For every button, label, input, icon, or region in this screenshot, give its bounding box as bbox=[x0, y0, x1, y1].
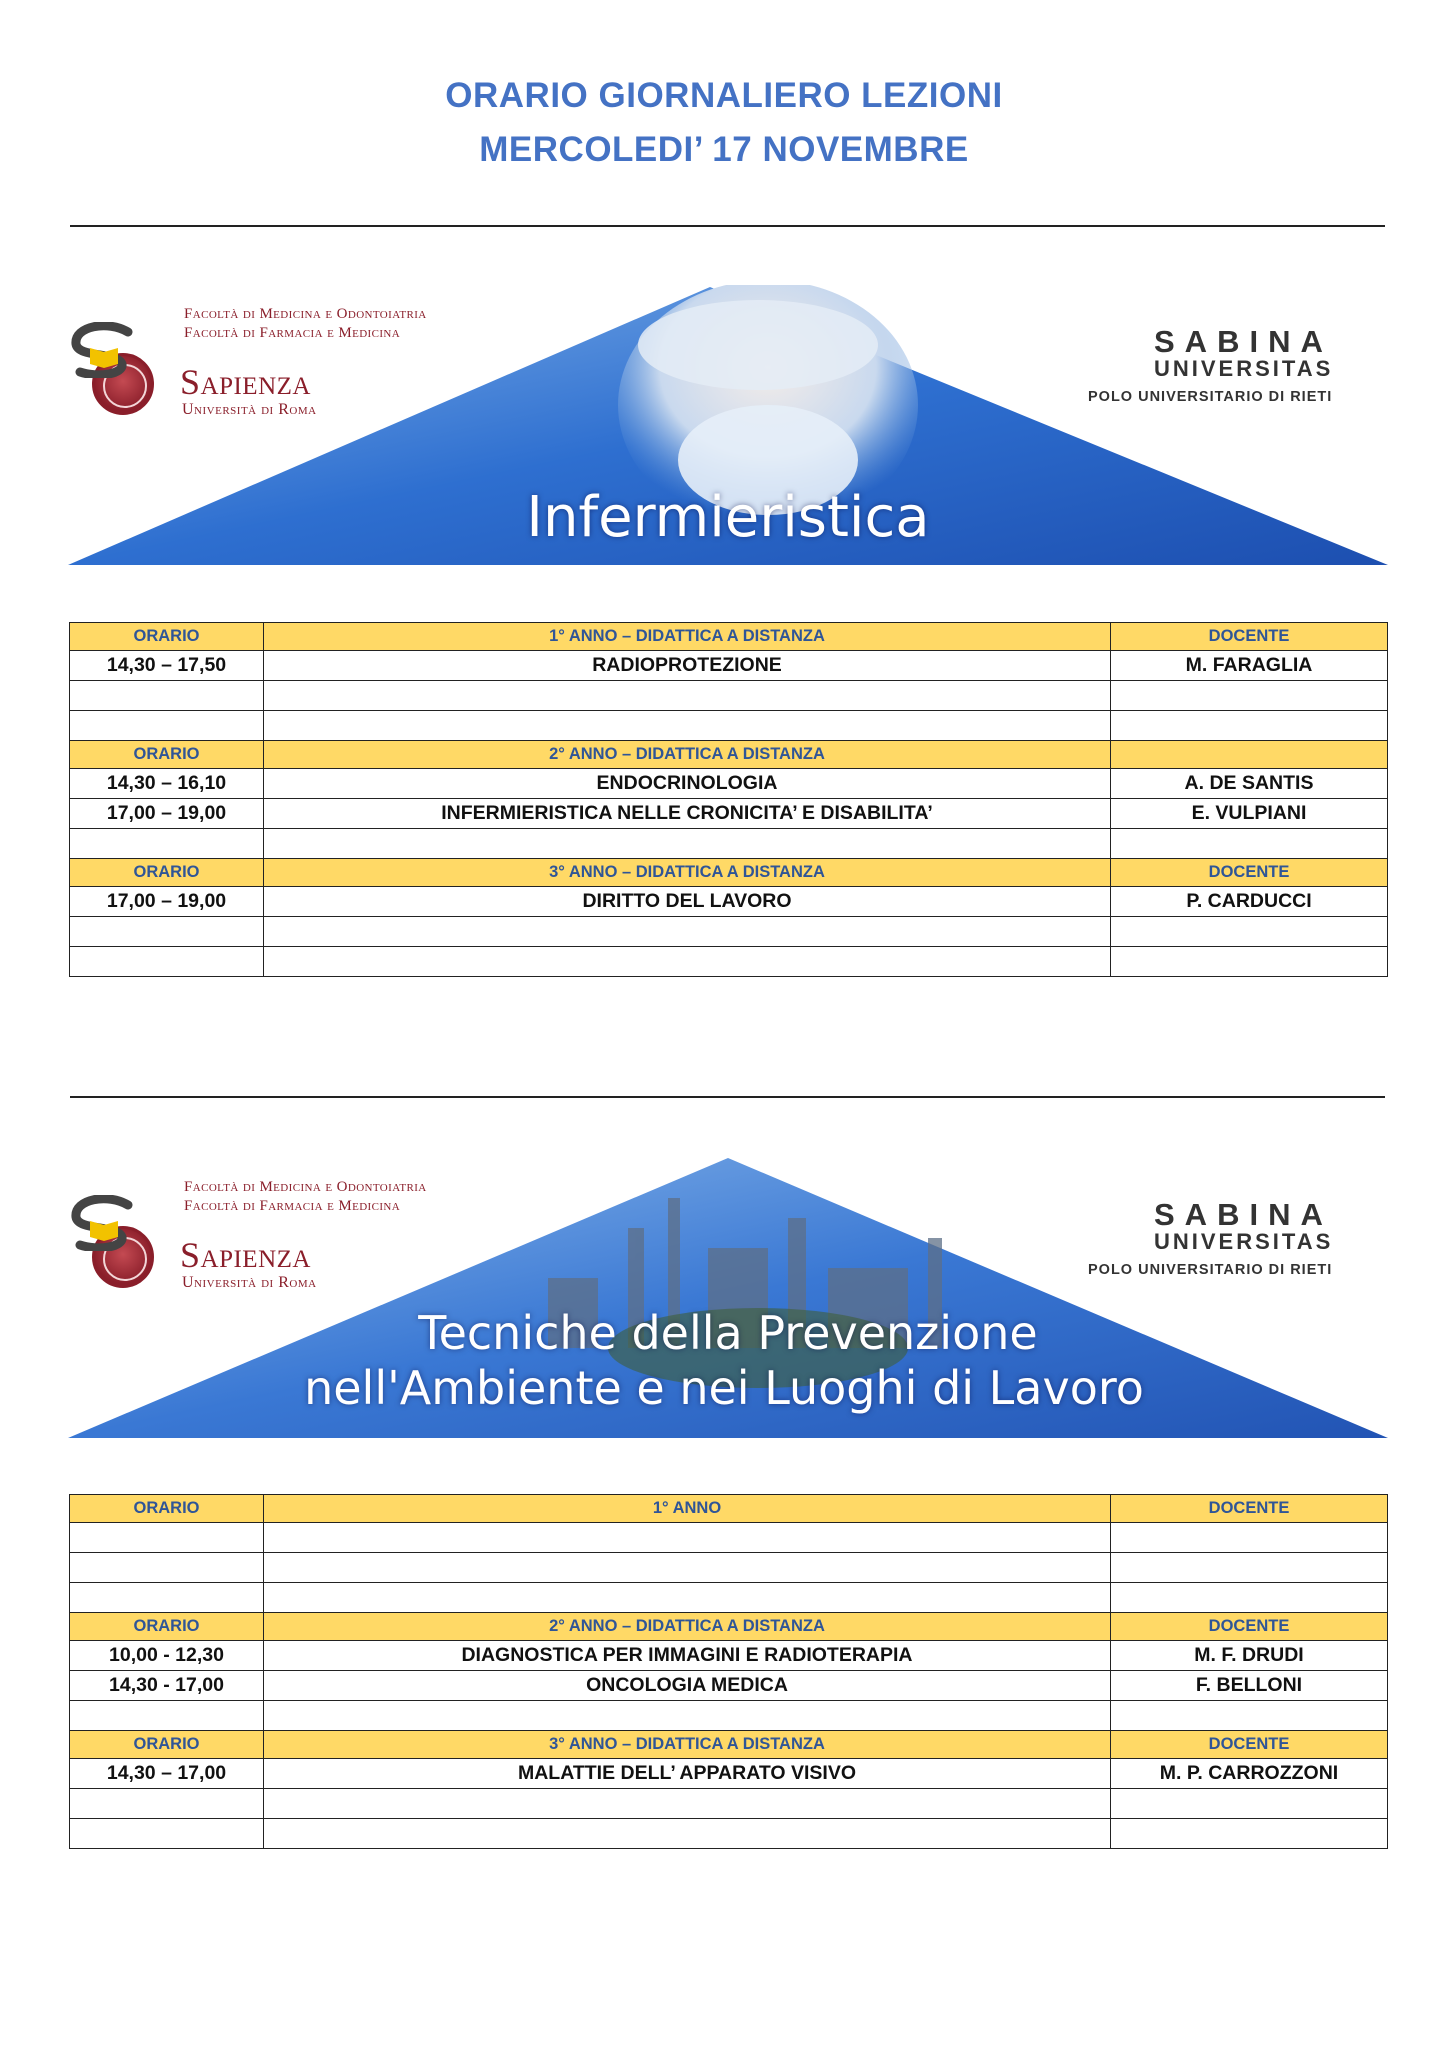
time-cell bbox=[70, 917, 264, 947]
subject-cell bbox=[264, 711, 1111, 741]
table-row bbox=[70, 1583, 1388, 1613]
time-cell: 14,30 – 17,50 bbox=[70, 651, 264, 681]
subject-cell: DIRITTO DEL LAVORO bbox=[264, 887, 1111, 917]
teacher-cell bbox=[1111, 1819, 1388, 1849]
year-header-row bbox=[70, 741, 1388, 769]
faculty-label-2: Facoltà di Farmacia e Medicina bbox=[184, 325, 401, 341]
table-row bbox=[70, 1819, 1388, 1849]
banner-tecniche-prevenzione bbox=[68, 1158, 1388, 1438]
teacher-cell bbox=[1111, 1789, 1388, 1819]
teacher-cell: P. CARDUCCI bbox=[1111, 887, 1388, 917]
year-header: 3° ANNO – DIDATTICA A DISTANZA bbox=[264, 1731, 1111, 1759]
teacher-header bbox=[1111, 741, 1388, 769]
teacher-cell bbox=[1111, 711, 1388, 741]
teacher-cell: M. FARAGLIA bbox=[1111, 651, 1388, 681]
year-header: 1° ANNO bbox=[264, 1495, 1111, 1523]
table-row bbox=[70, 947, 1388, 977]
page-title-line2: MERCOLEDI’ 17 NOVEMBRE bbox=[479, 130, 969, 169]
sapienza-logo-text: Sapienza bbox=[180, 1235, 311, 1275]
time-cell bbox=[70, 1523, 264, 1553]
time-cell bbox=[70, 1553, 264, 1583]
table-row bbox=[70, 829, 1388, 859]
time-cell: 14,30 – 17,00 bbox=[70, 1759, 264, 1789]
subject-cell bbox=[264, 1701, 1111, 1731]
time-header: ORARIO bbox=[70, 741, 264, 769]
page-title-line1: ORARIO GIORNALIERO LEZIONI bbox=[445, 76, 1003, 115]
teacher-cell bbox=[1111, 681, 1388, 711]
year-header: 3° ANNO – DIDATTICA A DISTANZA bbox=[264, 859, 1111, 887]
time-header: ORARIO bbox=[70, 859, 264, 887]
teacher-cell bbox=[1111, 947, 1388, 977]
year-header-row bbox=[70, 1495, 1388, 1523]
sapienza-subtitle: Università di Roma bbox=[182, 1274, 317, 1291]
subject-cell bbox=[264, 681, 1111, 711]
time-cell bbox=[70, 711, 264, 741]
subject-cell: ENDOCRINOLOGIA bbox=[264, 769, 1111, 799]
subject-cell bbox=[264, 947, 1111, 977]
sabina-logo-text: SABINA bbox=[1154, 1197, 1333, 1232]
table-row bbox=[70, 1671, 1388, 1701]
time-header: ORARIO bbox=[70, 1613, 264, 1641]
time-cell bbox=[70, 1819, 264, 1849]
table-row bbox=[70, 887, 1388, 917]
subject-cell: DIAGNOSTICA PER IMMAGINI E RADIOTERAPIA bbox=[264, 1641, 1111, 1671]
time-cell: 14,30 - 17,00 bbox=[70, 1671, 264, 1701]
teacher-cell bbox=[1111, 829, 1388, 859]
time-cell bbox=[70, 947, 264, 977]
year-header: 2° ANNO – DIDATTICA A DISTANZA bbox=[264, 1613, 1111, 1641]
divider-top bbox=[70, 225, 1385, 227]
time-cell bbox=[70, 681, 264, 711]
banner-infermieristica bbox=[68, 285, 1388, 565]
schedule-table-infermieristica bbox=[69, 622, 1388, 977]
sabina-book-icon bbox=[68, 1195, 138, 1251]
table-row bbox=[70, 1789, 1388, 1819]
year-header-row bbox=[70, 623, 1388, 651]
sapienza-subtitle: Università di Roma bbox=[182, 401, 317, 418]
time-cell bbox=[70, 1701, 264, 1731]
subject-cell: RADIOPROTEZIONE bbox=[264, 651, 1111, 681]
teacher-cell bbox=[1111, 1701, 1388, 1731]
sabina-logo-text: SABINA bbox=[1154, 324, 1333, 359]
polo-label: POLO UNIVERSITARIO DI RIETI bbox=[1088, 1262, 1333, 1278]
table-row bbox=[70, 651, 1388, 681]
time-cell: 17,00 – 19,00 bbox=[70, 887, 264, 917]
universitas-text: UNIVERSITAS bbox=[1154, 1229, 1334, 1254]
divider-middle bbox=[70, 1096, 1385, 1098]
teacher-cell: A. DE SANTIS bbox=[1111, 769, 1388, 799]
subject-cell bbox=[264, 829, 1111, 859]
time-cell: 14,30 – 16,10 bbox=[70, 769, 264, 799]
polo-label: POLO UNIVERSITARIO DI RIETI bbox=[1088, 389, 1333, 405]
table-row bbox=[70, 1523, 1388, 1553]
table-row bbox=[70, 917, 1388, 947]
course-title-line1: Tecniche della Prevenzione bbox=[418, 1306, 1038, 1360]
table-row bbox=[70, 1759, 1388, 1789]
subject-cell bbox=[264, 917, 1111, 947]
table-row bbox=[70, 1553, 1388, 1583]
faculty-label-1: Facoltà di Medicina e Odontoiatria bbox=[184, 306, 427, 322]
table-row bbox=[70, 799, 1388, 829]
time-cell bbox=[70, 1789, 264, 1819]
teacher-header: DOCENTE bbox=[1111, 623, 1388, 651]
time-header: ORARIO bbox=[70, 1731, 264, 1759]
teacher-cell bbox=[1111, 1553, 1388, 1583]
table-row bbox=[70, 711, 1388, 741]
teacher-header: DOCENTE bbox=[1111, 859, 1388, 887]
year-header-row bbox=[70, 1731, 1388, 1759]
table-row bbox=[70, 681, 1388, 711]
teacher-header: DOCENTE bbox=[1111, 1495, 1388, 1523]
year-header-row bbox=[70, 859, 1388, 887]
table-row bbox=[70, 769, 1388, 799]
subject-cell bbox=[264, 1583, 1111, 1613]
teacher-cell: F. BELLONI bbox=[1111, 1671, 1388, 1701]
subject-cell bbox=[264, 1819, 1111, 1849]
course-title: Infermieristica bbox=[526, 485, 930, 550]
subject-cell bbox=[264, 1523, 1111, 1553]
subject-cell: INFERMIERISTICA NELLE CRONICITA’ E DISABILITA’ bbox=[264, 799, 1111, 829]
sapienza-logo-text: Sapienza bbox=[180, 362, 311, 402]
year-header-row bbox=[70, 1613, 1388, 1641]
time-cell bbox=[70, 1583, 264, 1613]
time-cell: 10,00 - 12,30 bbox=[70, 1641, 264, 1671]
table-row bbox=[70, 1641, 1388, 1671]
faculty-label-1: Facoltà di Medicina e Odontoiatria bbox=[184, 1179, 427, 1195]
subject-cell bbox=[264, 1789, 1111, 1819]
time-cell: 17,00 – 19,00 bbox=[70, 799, 264, 829]
subject-cell bbox=[264, 1553, 1111, 1583]
sabina-book-icon bbox=[68, 322, 138, 378]
teacher-cell bbox=[1111, 917, 1388, 947]
faculty-label-2: Facoltà di Farmacia e Medicina bbox=[184, 1198, 401, 1214]
subject-cell: MALATTIE DELL’ APPARATO VISIVO bbox=[264, 1759, 1111, 1789]
teacher-cell: M. P. CARROZZONI bbox=[1111, 1759, 1388, 1789]
time-cell bbox=[70, 829, 264, 859]
table-row bbox=[70, 1701, 1388, 1731]
teacher-cell: M. F. DRUDI bbox=[1111, 1641, 1388, 1671]
teacher-header: DOCENTE bbox=[1111, 1731, 1388, 1759]
subject-cell: ONCOLOGIA MEDICA bbox=[264, 1671, 1111, 1701]
year-header: 1° ANNO – DIDATTICA A DISTANZA bbox=[264, 623, 1111, 651]
course-title-line2: nell'Ambiente e nei Luoghi di Lavoro bbox=[304, 1361, 1144, 1415]
teacher-header: DOCENTE bbox=[1111, 1613, 1388, 1641]
teacher-cell: E. VULPIANI bbox=[1111, 799, 1388, 829]
universitas-text: UNIVERSITAS bbox=[1154, 356, 1334, 381]
schedule-table-tecniche-prevenzione bbox=[69, 1494, 1388, 1849]
time-header: ORARIO bbox=[70, 623, 264, 651]
time-header: ORARIO bbox=[70, 1495, 264, 1523]
teacher-cell bbox=[1111, 1523, 1388, 1553]
year-header: 2° ANNO – DIDATTICA A DISTANZA bbox=[264, 741, 1111, 769]
teacher-cell bbox=[1111, 1583, 1388, 1613]
